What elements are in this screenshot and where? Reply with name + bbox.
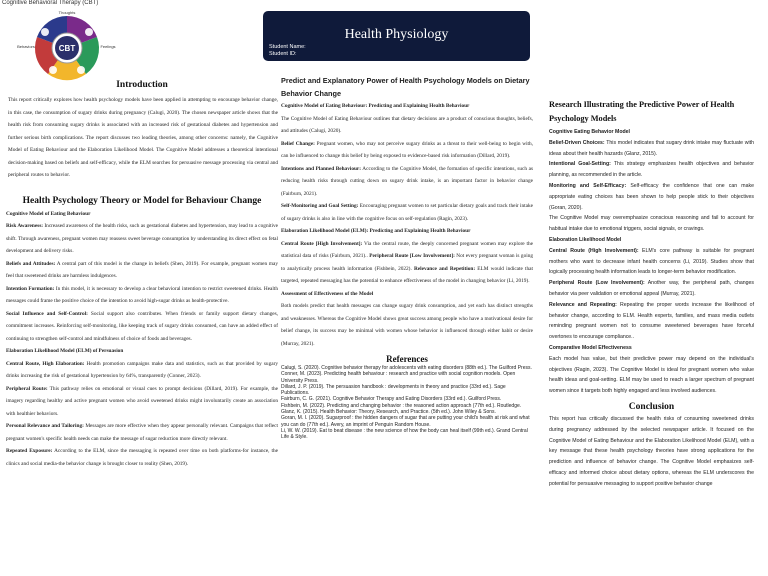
item-text: Messages are more effective when they appear personally relevant. Campaigns that reflect pregnant women's specific health needs can make the message of sugar reduction more directly relevant. xyxy=(6,423,278,442)
predict-cmeb-intro: The Cognitive Model of Eating Behaviour outlines that dietary decisions are a product of conscious thoughts, beliefs, and attitudes (Calugi, 2020). xyxy=(281,115,533,134)
item-text: This model indicates that sugary drink intake may fluctuate with ideas about their health hazards (Glanz, 2015). xyxy=(549,139,754,157)
right-column xyxy=(549,98,754,490)
predict-elm-heading: Elaboration Likelihood Model (ELM): Predicting and Explaining Health Behaviour xyxy=(281,228,471,234)
item-label: Self-Monitoring and Goal Setting: xyxy=(281,203,359,209)
research-elm-item xyxy=(549,278,754,300)
item-label: Relevance and Repeating: xyxy=(549,301,617,308)
predict-heading: Predict and Explanatory Power of Health Psychology Models on Dietary Behavior Change xyxy=(281,76,530,98)
research-item xyxy=(549,138,754,160)
compare-text: Each model has value, but their predictive power may depend on the individual's objectives (Ragin, 2023). The Cognitive Model is ideal for pregnant women who value health ideas and goal-setting. ELM may be used to reach a larger spectrum of pregnant women since it targets both highly engaged and less involved audiences. xyxy=(549,355,754,395)
assess-heading: Assessment of Effectiveness of the Model xyxy=(281,290,374,297)
predict-item xyxy=(281,163,533,201)
item-text: ELM would indicate that targeted, repeated messaging has the potential to enhance effectiveness of the model in changing behavior (Li, 2019). xyxy=(281,265,533,284)
student-id-label: Student ID: xyxy=(269,51,297,57)
elm-item xyxy=(6,383,278,421)
reference-item: Fishbein, M. (2022). Predicting and changing behavior : the reasoned action approach (77th ed.). Routledge. xyxy=(281,402,522,409)
item-label: Social Influence and Self-Control: xyxy=(6,310,88,317)
item-label: Risk Awareness: xyxy=(6,223,44,229)
theory-item xyxy=(6,308,278,346)
compare-heading: Comparative Model Effectiveness xyxy=(549,344,632,351)
logo-label-thoughts: Thoughts xyxy=(58,10,76,15)
item-text: This strategy emphasizes health objectives and behavior planning, as recommended in the article. xyxy=(549,161,755,179)
student-info xyxy=(269,44,306,58)
elm-item xyxy=(6,445,278,470)
reference-item: Calugi, S. (2020). Cognitive behavior therapy for adolescents with eating disorders (88th ed.). The Guilford Press. xyxy=(281,365,532,371)
item-text: Repeating the proper words increase the likelihood of behavior change, according to ELM. Health experts, families, and mass media outlets reminding pregnant women not to consume sweetened beverages have forceful overtones to encourage compliance.. xyxy=(549,301,755,341)
theory-item xyxy=(6,258,278,283)
logo-label-feelings: Feelings xyxy=(100,44,116,49)
predict-elm-item xyxy=(281,238,533,288)
theory-item xyxy=(6,220,278,258)
item-label: Intentions and Planned Behaviour: xyxy=(281,165,362,172)
reference-item: Fairburn, C. G. (2021). Cognitive Behavior Therapy and Eating Disorders (33rd ed.). Guilford Press. xyxy=(281,396,502,403)
logo-label-behaviors: Behaviors xyxy=(17,44,35,49)
elm-item xyxy=(6,420,278,445)
item-text: Via the central route, the deeply concerned pregnant women may explore the statistical data of risks (Fairburn, 2021).. xyxy=(281,240,533,259)
elm-item xyxy=(6,358,278,383)
item-label: Belief-Driven Choices: xyxy=(549,139,605,146)
assess-text: Both models predict that health messages can change sugary drink consumption, and yet each has distinct strengths and weaknesses. Whereas the Cognitive Model shows great success among people who have a motivational desire for belief change, its success may be minimal with women whose behavior is influenced through either habit or desire (Murray, 2021). xyxy=(281,303,533,347)
conclusion-heading: Conclusion xyxy=(628,401,675,412)
predict-cmeb-heading: Cognitive Model of Eating Behaviour: Predicting and Explaining Health Behaviour xyxy=(281,103,470,109)
item-text: Not every pregnant woman is going to analytically process health information (Fishbein, 2022). xyxy=(281,253,533,272)
item-label: Peripheral Route: xyxy=(6,385,48,392)
left-column xyxy=(6,80,278,470)
intro-text: This report critically explores how health psychology models have been applied in attempting to encourage behavior change, in this case, the consumption of sugary drinks during pregnancy (Calugi, 2020). The chosen newspaper article shows that the health risk from consuming sugary drinks is associated with an increased risk of gestational diabetes and hypertension and further serious birth complications. The report discusses two leading theories, among other concerns: namely, the Cognitive Model of Eating Behaviour and the Elaboration Likelihood Model. The Cognitive Model addresses a theoretical intentional decision-making based on beliefs and self-efficacy, while the ELM searches for persuasive message processing via central and peripheral routes to behavior. xyxy=(8,97,278,178)
item-label: Repeated Exposure: xyxy=(6,448,53,454)
reference-item: Goran, M. I. (2020). Sugarproof : the hidden dangers of sugar that are putting your child's health at risk and what you can do (77th ed.). Avery, an imprint of Penguin Random House. xyxy=(281,415,530,428)
cbt-diagram-icon xyxy=(8,6,126,86)
theory-item xyxy=(6,283,278,308)
item-text: This pathway relies on emotional or visual cues to prompt decisions (Dillard, 2019). For example, the imagery regarding healthy and active pregnant women who avoid sweetened drinks might involuntarily create an association with healthier behaviors. xyxy=(6,385,278,417)
item-text: Increased awareness of the health risks, such as gestational diabetes and hypertension, may lead to a cognitive shift. Through awareness, pregnant women may reassess sweet beverage consumption by understanding its direct effect on fetal development and delivery risks. xyxy=(6,223,279,254)
item-label: Central Route [High Involvement]: xyxy=(281,240,363,247)
item-text: Another way, the peripheral path, changes behavior via peer validation or emotional appeal (Murray, 2021). xyxy=(549,280,754,297)
reference-item: Conner, M. (2023). Predicting health behaviour : research and practice with social cognition models. Open University Press. xyxy=(281,371,516,384)
cbt-logo xyxy=(0,0,150,88)
page-title: Health Physiology xyxy=(344,27,449,42)
cmeb-heading: Cognitive Model of Eating Behaviour xyxy=(6,210,91,217)
item-text: ELM's core pathway is suitable for pregnant mothers who want to decrease infant health concerns (Li, 2019). Studies show that logically processing health information leads to longer-term behavior modification. xyxy=(549,247,754,276)
research-cmeb-heading: Cognitive Eating Behavior Model xyxy=(549,129,630,135)
predict-item xyxy=(281,138,533,163)
item-text: Social support also contributes. When friends or family support dietary changes, commitment increases. Reinforcing self-monitoring, like keeping track of sugary drinks consumed, can have an added effect of continuing to strengthen self-control and mindfulness of choice of foods and beverages. xyxy=(6,310,278,342)
item-label: Central Route, High Elaboration: xyxy=(6,360,85,367)
research-elm-heading: Elaboration Likelihood Model xyxy=(549,236,622,243)
middle-column xyxy=(281,74,533,441)
item-text: A central part of this model is the change in beliefs (Shen, 2019). For example, pregnant women may feel that sweetened drinks are harmless indulgences. xyxy=(6,260,279,279)
elm-heading: Elaboration Likelihood Model (ELM) of Persuasion xyxy=(6,348,124,354)
item-label: Monitoring and Self-Efficacy: xyxy=(549,182,627,189)
item-label: Central Route (High Involvement): xyxy=(549,247,639,254)
item-label: Belief Change: xyxy=(281,140,315,147)
item-label: Intention Formation: xyxy=(6,285,55,292)
item-text: Pregnant women, who may not perceive sugary drinks as a threat to their well-being to begin with, can be influenced to change this belief by being exposed to evidence-based risk information (Dillard, 2019). xyxy=(281,140,534,159)
item-label: Intentional Goal-Setting: xyxy=(549,161,611,168)
item-text: According to the Cognitive Model, the formation of specific intentions, such as reducing health risks through cutting down on sugary drink intake, is an important factor in behavior change (Fairburn, 2021). xyxy=(281,165,534,197)
item-label: Peripheral Route [Low Involvement]: xyxy=(369,253,455,259)
research-elm-item xyxy=(549,246,754,278)
reference-item: Glanz, K. (2015). Health Behavior: Theory, Research, and Practice. (5th ed.). John Wiley & Sons. xyxy=(281,409,496,416)
item-label: Personal Relevance and Tailoring: xyxy=(6,423,84,429)
research-item xyxy=(549,159,754,181)
conclusion-text: This report has critically discussed the health risks of consuming sweetened drinks during pregnancy addressed by the selected newspaper article. It focused on the Cognitive Model of Eating Behaviour and the Elaboration Likelihood Model (ELM), with a key message that these health psychology theories have strong applications for the prediction and influence of behavior change. The Cognitive Model emphasizes self-efficacy and informed choice about dietary options, whereas the ELM underscores the potential for persuasive messaging to support positive behavior change xyxy=(549,415,754,487)
intro-heading: Introduction xyxy=(116,80,168,90)
references-heading: References xyxy=(386,354,428,364)
item-label: Beliefs and Attitudes: xyxy=(6,260,56,267)
header-banner xyxy=(263,11,530,61)
item-text: In this model, it is necessary to develop a clear behavioral intention to restrict sweetened drinks. Health messages could frame the positive choice of the intention to avoid high-sugar drinks as health-protective. xyxy=(6,285,278,304)
item-text: Health promotion campaigns make data and statistics, such as that provided by sugary drinks increasing the risk of gestational hypertension by 64%, transparently (Conner, 2023). xyxy=(6,360,278,379)
item-text: Self-efficacy the confidence that one can make appropriate eating choices has been shown to help people stick to their objectives (Goran, 2020). xyxy=(549,182,754,211)
logo-center-text: CBT xyxy=(58,44,76,53)
item-label: Relevance and Repetition: xyxy=(413,265,476,272)
reference-item: Dillard, J. P. (2019). The persuasion handbook : developments in theory and practice (33rd ed.). Sage Publications. xyxy=(281,383,506,397)
research-elm-item xyxy=(549,300,754,343)
research-heading: Research Illustrating the Predictive Power of Health Psychology Models xyxy=(549,100,735,123)
item-text: According to the ELM, since the messaging is repeated over time on both platforms-for instance, the clinics and social media-the behavior change is brought closer to reality (Shen, 2019). xyxy=(6,448,278,467)
theory-heading: Health Psychology Theory or Model for Behaviour Change xyxy=(22,195,262,206)
item-label: Peripheral Route (Low Involvement): xyxy=(549,280,645,287)
item-text: Encouraging pregnant women to set particular dietary goals and track their intake of sugary drinks is also in line with the cognitive focus on self-regulation (Ragin, 2023). xyxy=(281,203,533,222)
research-item xyxy=(549,181,754,213)
research-cmeb-note: The Cognitive Model may overemphasize conscious reasoning and fail to account for habitual intake due to emotional triggers, social signals, or cravings. xyxy=(549,215,754,233)
reference-item: Li, W. W. (2019). Eat to beat disease : the new science of how the body can heal itself (99th ed.). Grand Central Life & Style. xyxy=(281,427,528,441)
student-name-label: Student Name: xyxy=(269,44,306,50)
predict-item xyxy=(281,200,533,225)
logo-title: Cognitive Behavioral Therapy (CBT) xyxy=(2,0,99,6)
